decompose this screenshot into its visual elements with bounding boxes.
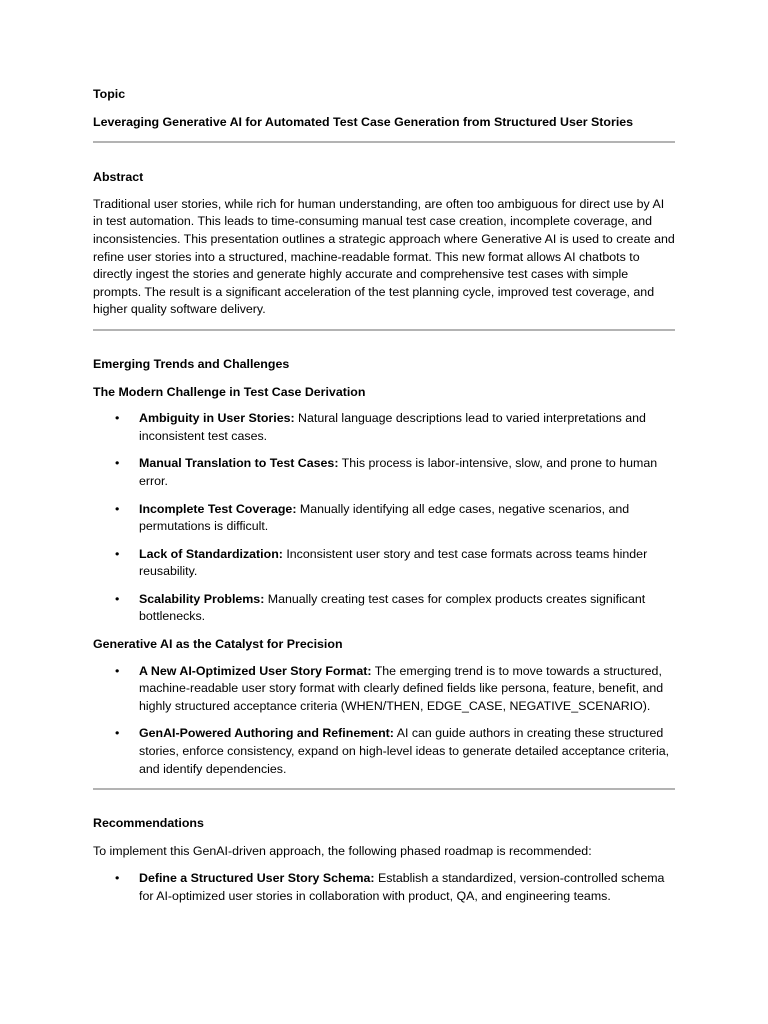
abstract-body: Traditional user stories, while rich for human understanding, are often too ambiguous for direct use by AI in test automation. This leads to time-consuming manual test case creation, incomplete coverage, and inconsistencies. This presentation outlines a strategic approach where Generative AI is used to create and refine user stories into a structured, machine-readable format. This new format allows AI chatbots to directly ingest the stories and generate highly accurate and comprehensive test cases with simple prompts. The result is a significant acceleration of the test planning cycle, improved test coverage, and higher quality software delivery. [93,196,675,317]
bullet-icon: • [115,456,120,471]
item-text: AI can guide authors in creating these structured stories, enforce consistency, expand on high-level ideas to generate detailed acceptance criteria, and identify dependencies. [139,726,670,776]
item-term: A New AI-Optimized User Story Format: [139,663,372,678]
topic-label: Topic [93,87,126,101]
item-term: Lack of Standardization: [139,546,283,561]
item-text: Inconsistent user story and test case formats across teams hinder reusability. [139,546,648,579]
item-term: GenAI-Powered Authoring and Refinement: [139,726,394,741]
bullet-icon: • [115,501,120,516]
bullet-icon: • [115,871,120,886]
list-item [93,870,675,905]
item-text: Establish a standardized, version-controlled schema for AI-optimized user stories in collaboration with product, QA, and engineering teams. [139,871,665,903]
bullet-icon: • [115,546,120,561]
list-item [93,663,675,716]
item-text: This process is labor-intensive, slow, and prone to human error. [139,456,658,488]
item-text: Natural language descriptions lead to varied interpretations and inconsistent test cases. [139,411,646,443]
item-term: Incomplete Test Coverage: [139,501,297,516]
item-text: The emerging trend is to move towards a structured, machine-readable user story format with clearly defined fields like persona, feature, benefit, and highly structured acceptance criteria (WHEN/THEN, EDGE_CASE, NEGATIVE_SCENARIO). [139,663,664,713]
recommendations-list [93,870,675,905]
bullet-icon: • [115,663,120,678]
recommendations-intro: To implement this GenAI-driven approach, the following phased roadmap is recommended: [93,843,592,858]
bullet-icon: • [115,591,120,606]
list-item [93,591,675,626]
list-item [93,501,675,536]
abstract-heading: Abstract [93,170,144,185]
item-text: Manually identifying all edge cases, negative scenarios, and permutations is difficult. [139,501,630,534]
list-item [93,546,675,581]
recommendations-heading: Recommendations [93,816,204,831]
item-term: Scalability Problems: [139,591,265,606]
divider [93,141,675,143]
trends-heading: Emerging Trends and Challenges [93,356,290,371]
bullet-icon: • [115,411,120,426]
list-item [93,410,675,445]
list-item [93,725,675,778]
item-text: Manually creating test cases for complex products creates significant bottlenecks. [139,591,646,624]
divider [93,788,675,790]
list-item [93,455,675,490]
item-term: Define a Structured User Story Schema: [139,871,375,886]
catalyst-heading: Generative AI as the Catalyst for Precision [93,637,343,652]
topic-title: Leveraging Generative AI for Automated Test Case Generation from Structured User Stories [93,114,634,129]
divider [93,329,675,331]
bullet-icon: • [115,726,120,741]
challenge-list [93,410,675,626]
item-term: Ambiguity in User Stories: [139,411,295,426]
item-term: Manual Translation to Test Cases: [139,456,339,471]
document-content [93,86,675,906]
catalyst-list [93,663,675,779]
challenge-heading: The Modern Challenge in Test Case Derivation [93,384,366,399]
